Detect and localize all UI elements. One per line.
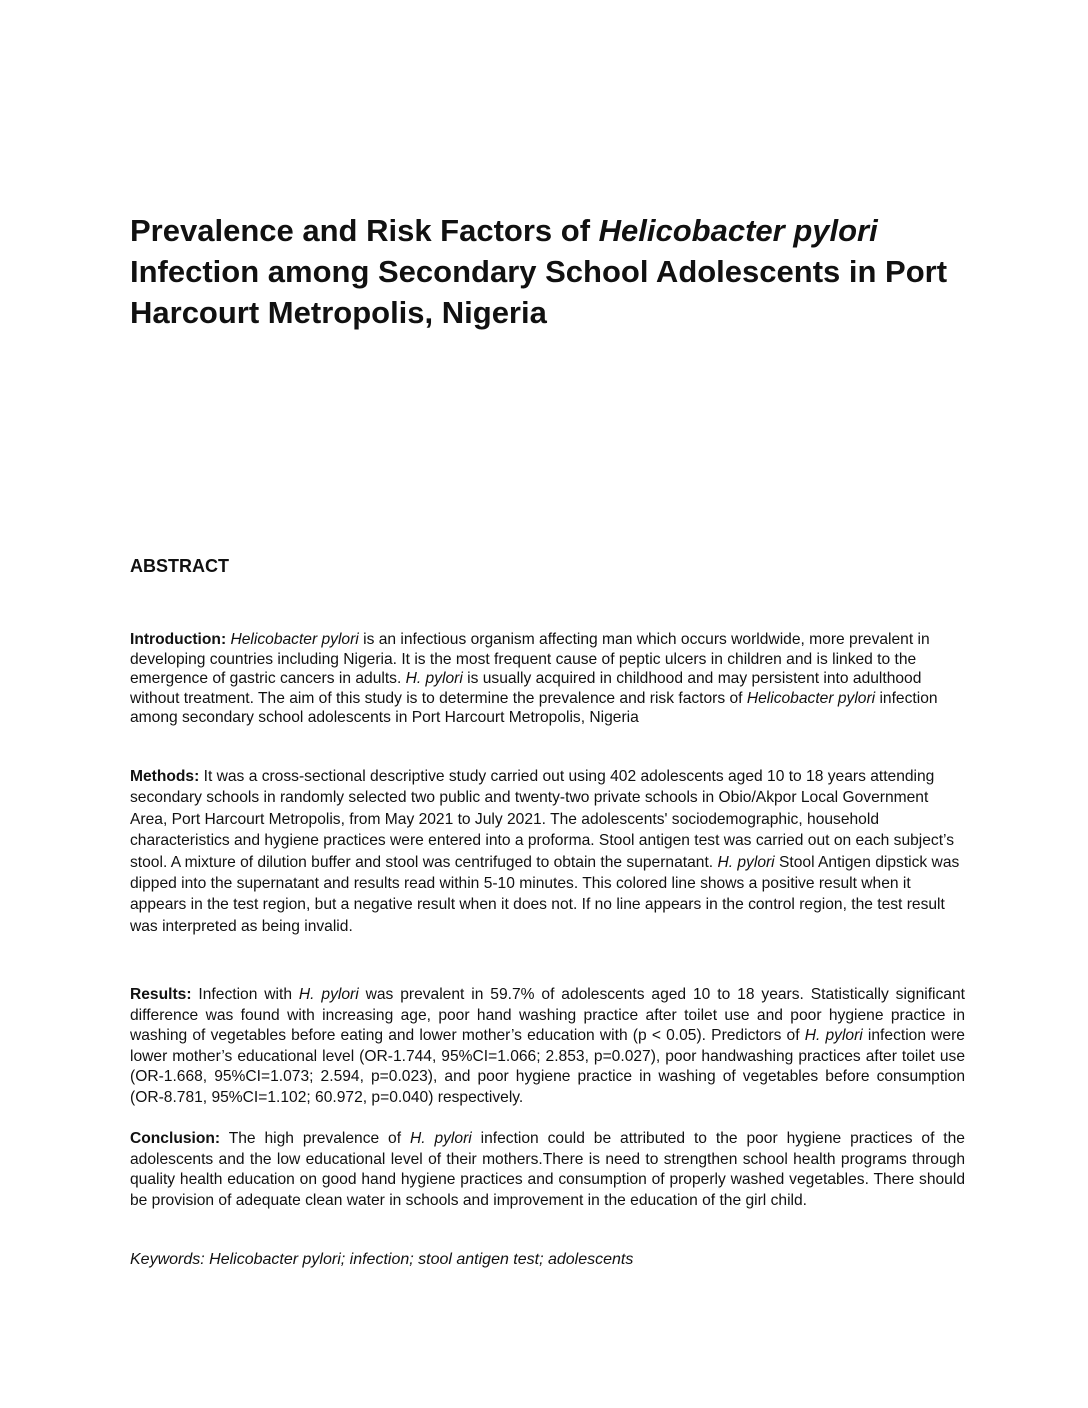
title-text: Prevalence and Risk Factors of bbox=[130, 213, 599, 248]
paragraph-text: was prevalent in 59.7% of adolescents aged 10 to 18 years. Statistically significant difference was found with increasing age, poor hand washing practice after toilet use and poor hygiene practice in washing of vegetables before eating and lower mother’s education with (p < 0.05). Predictors of bbox=[130, 986, 965, 1044]
title-organism: Helicobacter pylori bbox=[598, 213, 878, 248]
paragraph-text: It was a cross-sectional descriptive study carried out using 402 adolescents aged 10 to 18 years attending secondary schools in randomly selected two public and twenty-two private schools in Obio/Akpor Local Government Area, Port Harcourt Metropolis, from May 2021 to July 2021. The adolescents' sociodemographic, household characteristics and hygiene practices were entered into a proforma. Stool antigen test was carried out on each subject’s stool. A mixture of dilution buffer and stool was centrifuged to obtain the supernatant. bbox=[130, 768, 955, 871]
results-label: Results: bbox=[130, 986, 192, 1003]
paragraph-text: infection could be attributed to the poor hygiene practices of the adolescents and the low educational level of their mothers.There is need to strengthen school health programs through quality health education on good hand hygiene practices and consumption of properly washed vegetables. There should be provision of adequate clean water in schools and improvement in the education of the girl child. bbox=[130, 1130, 965, 1209]
methods-paragraph bbox=[130, 766, 965, 937]
paper-title bbox=[130, 210, 980, 333]
organism-abbrev: H. pylori bbox=[298, 986, 359, 1003]
organism-abbrev: H. pylori bbox=[409, 1130, 472, 1147]
conclusion-paragraph bbox=[130, 1129, 965, 1211]
paragraph-text: infection among secondary school adolescents in Port Harcourt Metropolis, Nigeria bbox=[130, 689, 938, 726]
paragraph-text: is an infectious organism affecting man which occurs worldwide, more prevalent in developing countries including Nigeria. It is the most frequent cause of peptic ulcers in children and is linked to the emergence of gastric cancers in adults. bbox=[130, 631, 930, 687]
title-text-rest: Infection among Secondary School Adolescents in Port Harcourt Metropolis, Nigeria bbox=[130, 254, 948, 330]
introduction-paragraph bbox=[130, 630, 965, 728]
organism-name: Helicobacter pylori bbox=[746, 689, 876, 707]
paragraph-text: is usually acquired in childhood and may persistent into adulthood without treatment. The aim of this study is to determine the prevalence and risk factors of bbox=[130, 670, 922, 707]
organism-abbrev: H. pylori bbox=[717, 853, 775, 871]
organism-abbrev: H. pylori bbox=[405, 670, 463, 687]
keywords-line: Keywords: Helicobacter pylori; infection; stool antigen test; adolescents bbox=[130, 1251, 634, 1268]
methods-label: Methods: bbox=[130, 768, 200, 785]
conclusion-label: Conclusion: bbox=[130, 1130, 221, 1147]
results-paragraph bbox=[130, 985, 965, 1108]
paragraph-text: Infection with bbox=[191, 986, 299, 1003]
paragraph-text: The high prevalence of bbox=[220, 1130, 410, 1147]
paragraph-text: infection were lower mother’s educational level (OR-1.744, 95%CI=1.066; 2.853, p=0.027), poor handwashing practices after toilet use (OR-1.668, 95%CI=1.073; 2.594, p=0.023), and poor hygiene practice in washing of vegetables before consumption (OR-8.781, 95%CI=1.102; 60.972, p=0.040) respectively. bbox=[130, 1027, 965, 1106]
abstract-heading: ABSTRACT bbox=[130, 556, 229, 576]
organism-abbrev: H. pylori bbox=[804, 1027, 863, 1044]
organism-name: Helicobacter pylori bbox=[230, 631, 359, 648]
introduction-label: Introduction: bbox=[130, 631, 227, 648]
paragraph-text: Stool Antigen dipstick was dipped into the supernatant and results read within 5-10 minutes. This colored line shows a positive result when it appears in the test region, but a negative result when it does not. If no line appears in the control region, the test result was interpreted as being invalid. bbox=[130, 853, 960, 935]
